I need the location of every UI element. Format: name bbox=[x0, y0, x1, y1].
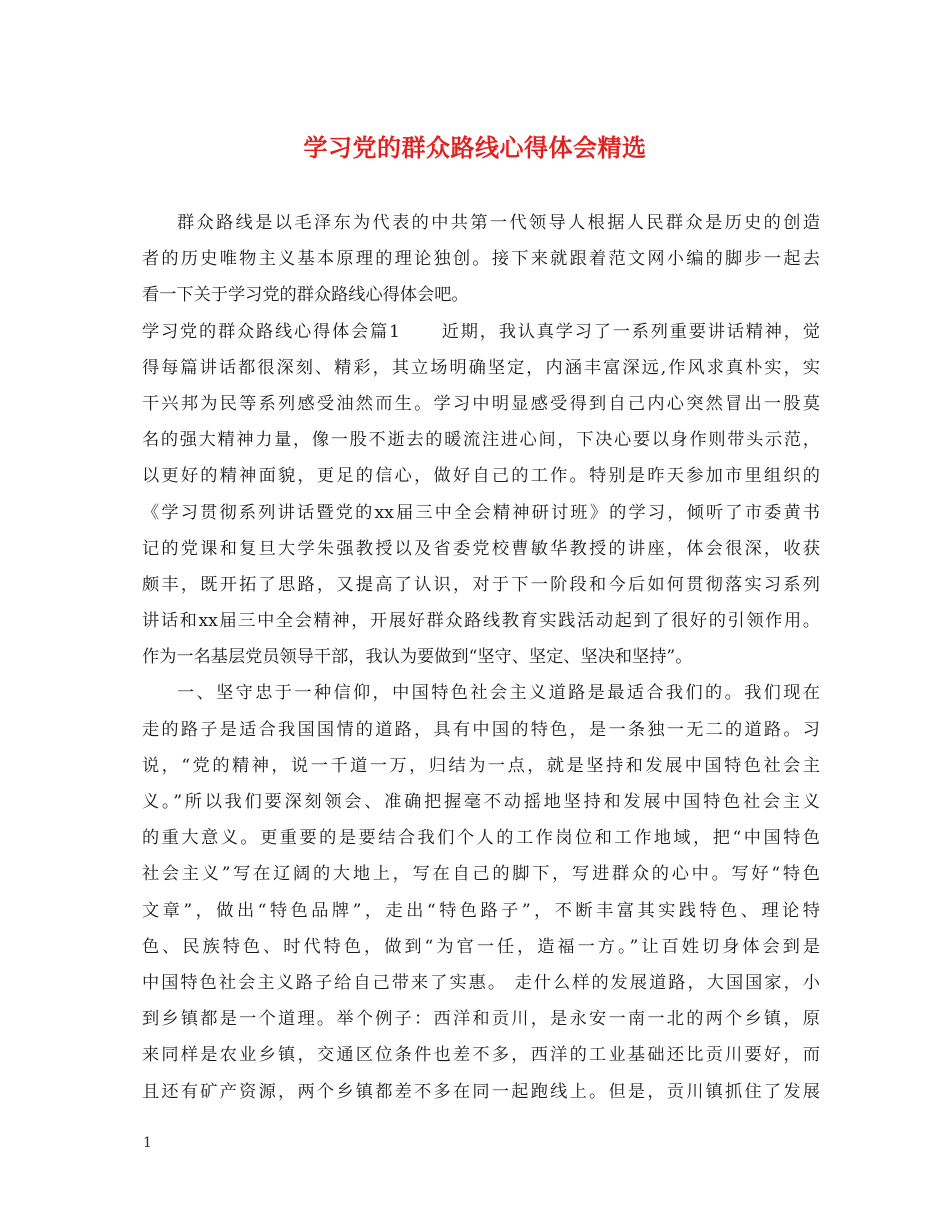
paragraph-line: 色、民族特色、时代特色，做到“为官一任，造福一方。”让百姓切身体会到是 bbox=[142, 936, 820, 957]
paragraph-line: 社会主义”写在辽阔的大地上，写在自己的脚下，写进群众的心中。写好“特色 bbox=[142, 864, 820, 885]
paragraph-line: 得每篇讲话都很深刻、精彩，其立场明确坚定，内涵丰富深远,作风求真朴实，实 bbox=[142, 357, 820, 378]
paragraph-line: 群众路线是以毛泽东为代表的中共第一代领导人根据人民群众是历史的创造 bbox=[177, 213, 820, 233]
paragraph-line: 的重大意义。更重要的是要结合我们个人的工作岗位和工作地域，把“中国特色 bbox=[142, 828, 820, 849]
paragraph-line: 义。”所以我们要深刻领会、准确把握毫不动摇地坚持和发展中国特色社会主义 bbox=[142, 792, 820, 812]
paragraph-line: 文章”，做出“特色品牌”，走出“特色路子”，不断丰富其实践特色、理论特 bbox=[142, 900, 820, 921]
paragraph-line: 作为一名基层党员领导干部，我认为要做到“坚守、坚定、坚决和坚持”。 bbox=[142, 647, 693, 668]
paragraph-line-with-heading bbox=[142, 314, 820, 350]
paragraph-line: 中国特色社会主义路子给自己带来了实惠。 走什么样的发展道路，大国国家，小 bbox=[142, 972, 820, 993]
paragraph-line: 说，“党的精神，说一千道一万，归结为一点，就是坚持和发展中国特色社会主 bbox=[142, 755, 820, 776]
paragraph-line: 《学习贯彻系列讲话暨党的xx届三中全会精神研讨班》的学习，倾听了市委黄书 bbox=[142, 502, 820, 523]
paragraph-line: 名的强大精神力量，像一股不逝去的暖流注进心间，下决心要以身作则带头示范， bbox=[142, 430, 820, 451]
paragraph-line-text: 近期，我认真学习了一系列重要讲话精神，觉 bbox=[439, 321, 820, 342]
paragraph-line: 到乡镇都是一个道理。举个例子：西洋和贡川，是永安一南一北的两个乡镇，原 bbox=[142, 1009, 820, 1030]
paragraph-line: 讲话和xx届三中全会精神，开展好群众路线教育实践活动起到了很好的引领作用。 bbox=[142, 611, 820, 632]
page-number: 1 bbox=[143, 1135, 152, 1151]
section-heading: 学习党的群众路线心得体会篇1 bbox=[142, 321, 400, 342]
paragraph-line: 看一下关于学习党的群众路线心得体会吧。 bbox=[142, 285, 469, 306]
document-title: 学习党的群众路线心得体会精选 bbox=[303, 133, 647, 162]
paragraph-line: 走的路子是适合我国国情的道路，具有中国的特色，是一条独一无二的道路。习 bbox=[142, 719, 820, 740]
paragraph-line: 颇丰，既开拓了思路，又提高了认识，对于下一阶段和今后如何贯彻落实习系列 bbox=[142, 574, 820, 595]
paragraph-line: 干兴邦为民等系列感受油然而生。学习中明显感受得到自己内心突然冒出一股莫 bbox=[142, 393, 820, 414]
document-body bbox=[142, 205, 820, 1110]
paragraph-line: 以更好的精神面貌，更足的信心，做好自己的工作。特别是昨天参加市里组织的 bbox=[142, 466, 820, 487]
paragraph-line: 来同样是农业乡镇，交通区位条件也差不多，西洋的工业基础还比贡川要好，而 bbox=[142, 1045, 820, 1066]
paragraph-line: 且还有矿产资源，两个乡镇都差不多在同一起跑线上。但是，贡川镇抓住了发展 bbox=[142, 1081, 820, 1102]
paragraph-line: 记的党课和复旦大学朱强教授以及省委党校曹敏华教授的讲座，体会很深，收获 bbox=[142, 538, 820, 559]
paragraph-line: 者的历史唯物主义基本原理的理论独创。接下来就跟着范文网小编的脚步一起去 bbox=[142, 249, 820, 270]
paragraph-line: 一、坚守忠于一种信仰，中国特色社会主义道路是最适合我们的。我们现在 bbox=[177, 683, 820, 704]
